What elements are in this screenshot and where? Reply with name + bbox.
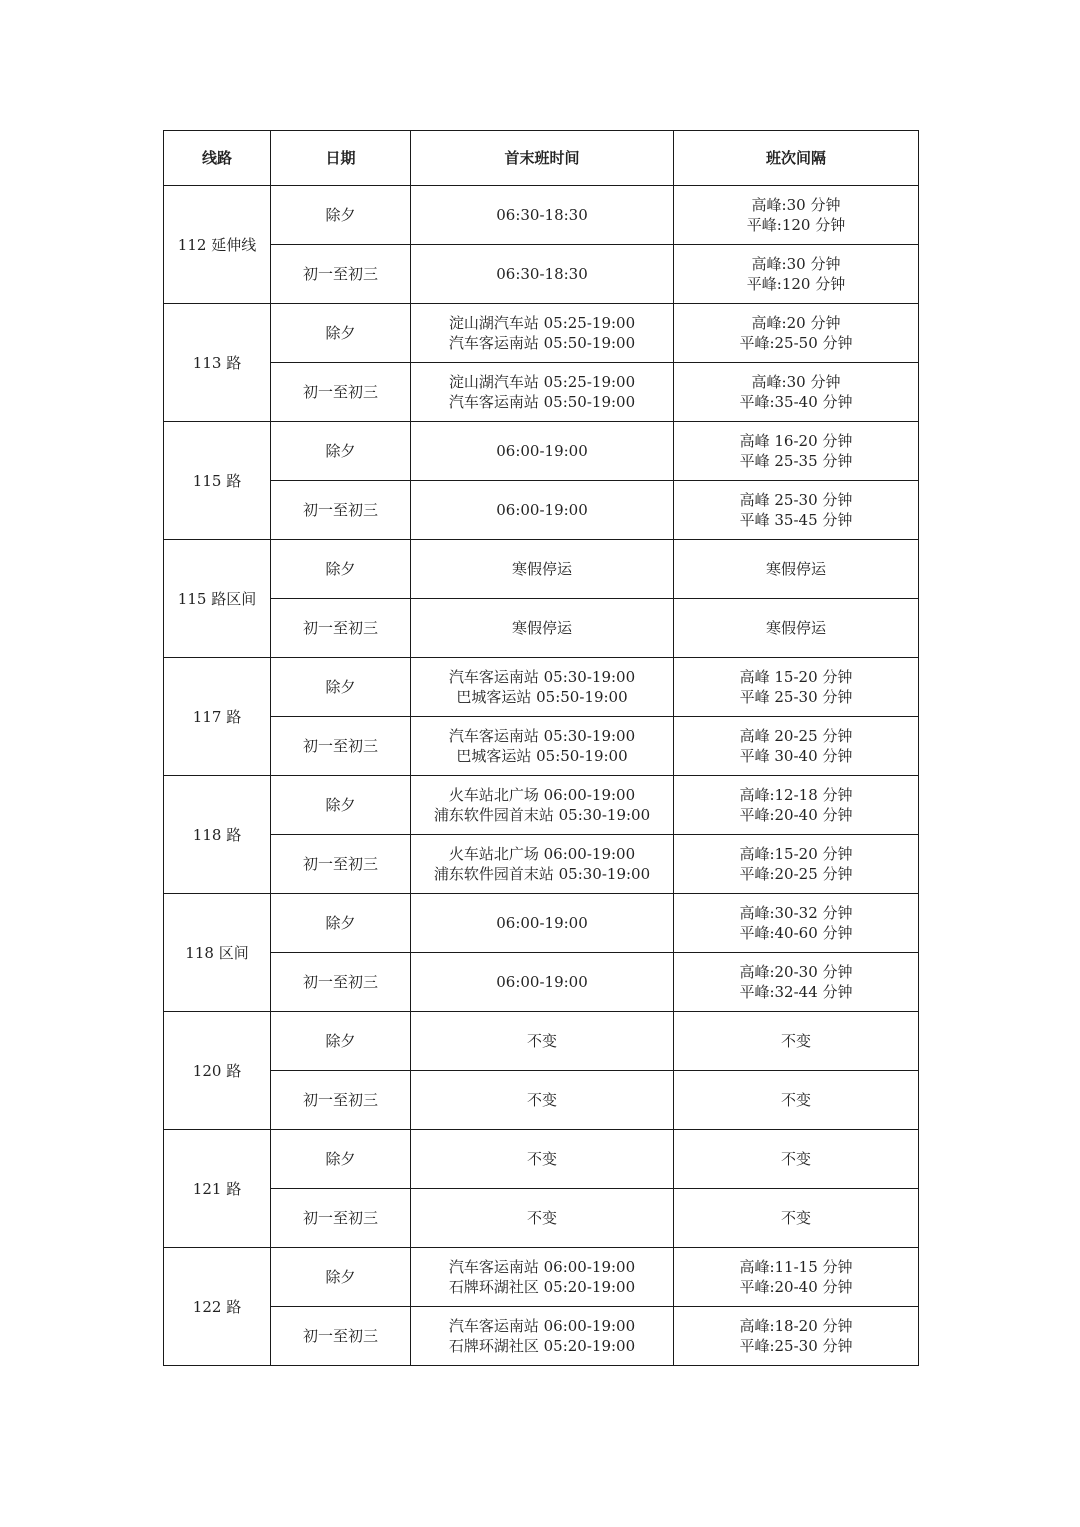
interval-line: 高峰:30 分钟 <box>751 255 841 273</box>
route-line-cell: 118 区间 <box>164 894 271 1012</box>
date-cell: 除夕 <box>271 658 411 717</box>
time-line: 火车站北广场 06:00-19:00 <box>448 845 636 863</box>
table-body <box>164 186 919 1366</box>
date-cell: 初一至初三 <box>271 717 411 776</box>
table-row <box>164 658 919 717</box>
interval-cell <box>674 245 919 304</box>
time-line: 不变 <box>526 1091 557 1109</box>
first-last-time-cell <box>411 599 674 658</box>
date-cell: 除夕 <box>271 1012 411 1071</box>
first-last-time-cell <box>411 1012 674 1071</box>
time-line: 06:00-19:00 <box>496 442 588 460</box>
date-cell: 初一至初三 <box>271 245 411 304</box>
time-line: 淀山湖汽车站 05:25-19:00 <box>448 314 636 332</box>
date-cell: 除夕 <box>271 304 411 363</box>
interval-line: 不变 <box>780 1150 811 1168</box>
table-row <box>164 1307 919 1366</box>
time-line: 不变 <box>526 1150 557 1168</box>
date-cell: 初一至初三 <box>271 599 411 658</box>
header-line: 线路 <box>164 131 271 186</box>
first-last-time-cell <box>411 1189 674 1248</box>
bus-schedule-table <box>163 130 919 1366</box>
time-line: 汽车客运南站 05:30-19:00 <box>448 727 636 745</box>
table-row <box>164 894 919 953</box>
time-line: 06:30-18:30 <box>496 206 588 224</box>
interval-cell <box>674 304 919 363</box>
interval-line: 高峰:20 分钟 <box>751 314 841 332</box>
interval-cell <box>674 481 919 540</box>
first-last-time-cell <box>411 1130 674 1189</box>
date-cell: 初一至初三 <box>271 1071 411 1130</box>
date-cell: 除夕 <box>271 1130 411 1189</box>
time-line: 汽车客运南站 06:00-19:00 <box>448 1317 636 1335</box>
date-cell: 除夕 <box>271 422 411 481</box>
first-last-time-cell <box>411 717 674 776</box>
route-line-cell: 121 路 <box>164 1130 271 1248</box>
table-row <box>164 776 919 835</box>
interval-line: 平峰 25-30 分钟 <box>739 688 853 706</box>
table-row <box>164 363 919 422</box>
interval-line: 不变 <box>780 1091 811 1109</box>
interval-line: 平峰 25-35 分钟 <box>739 452 853 470</box>
interval-cell <box>674 894 919 953</box>
time-line: 06:30-18:30 <box>496 265 588 283</box>
date-cell: 除夕 <box>271 540 411 599</box>
interval-line: 高峰:11-15 分钟 <box>739 1258 853 1276</box>
table-row <box>164 1189 919 1248</box>
time-line: 不变 <box>526 1032 557 1050</box>
table-header-row <box>164 131 919 186</box>
time-line: 火车站北广场 06:00-19:00 <box>448 786 636 804</box>
interval-line: 平峰:25-50 分钟 <box>739 334 853 352</box>
interval-cell <box>674 540 919 599</box>
interval-line: 寒假停运 <box>765 619 826 637</box>
table-row <box>164 1130 919 1189</box>
interval-line: 高峰:30 分钟 <box>751 196 841 214</box>
date-cell: 除夕 <box>271 776 411 835</box>
interval-line: 不变 <box>780 1209 811 1227</box>
time-line: 巴城客运站 05:50-19:00 <box>456 747 628 765</box>
date-cell: 除夕 <box>271 894 411 953</box>
table-row <box>164 422 919 481</box>
first-last-time-cell <box>411 363 674 422</box>
date-cell: 初一至初三 <box>271 1307 411 1366</box>
table-row <box>164 186 919 245</box>
date-cell: 初一至初三 <box>271 481 411 540</box>
interval-cell <box>674 1189 919 1248</box>
time-line: 石牌环湖社区 05:20-19:00 <box>448 1337 636 1355</box>
header-interval: 班次间隔 <box>674 131 919 186</box>
interval-cell <box>674 422 919 481</box>
interval-cell <box>674 1307 919 1366</box>
time-line: 淀山湖汽车站 05:25-19:00 <box>448 373 636 391</box>
first-last-time-cell <box>411 835 674 894</box>
first-last-time-cell <box>411 894 674 953</box>
time-line: 寒假停运 <box>511 560 572 578</box>
table-row <box>164 1012 919 1071</box>
route-line-cell: 122 路 <box>164 1248 271 1366</box>
route-line-cell: 115 路 <box>164 422 271 540</box>
interval-line: 平峰 35-45 分钟 <box>739 511 853 529</box>
interval-line: 平峰:20-40 分钟 <box>739 806 853 824</box>
interval-line: 高峰:30 分钟 <box>751 373 841 391</box>
route-line-cell: 115 路区间 <box>164 540 271 658</box>
time-line: 06:00-19:00 <box>496 914 588 932</box>
first-last-time-cell <box>411 1307 674 1366</box>
table-row <box>164 835 919 894</box>
interval-line: 高峰 20-25 分钟 <box>739 727 853 745</box>
interval-line: 平峰:35-40 分钟 <box>739 393 853 411</box>
time-line: 浦东软件园首末站 05:30-19:00 <box>433 865 651 883</box>
interval-cell <box>674 1248 919 1307</box>
interval-line: 高峰 15-20 分钟 <box>739 668 853 686</box>
table-row <box>164 717 919 776</box>
table-row <box>164 481 919 540</box>
interval-cell <box>674 1130 919 1189</box>
first-last-time-cell <box>411 245 674 304</box>
interval-line: 高峰:30-32 分钟 <box>739 904 853 922</box>
interval-line: 高峰:20-30 分钟 <box>739 963 853 981</box>
interval-line: 高峰 16-20 分钟 <box>739 432 853 450</box>
header-date: 日期 <box>271 131 411 186</box>
time-line: 06:00-19:00 <box>496 501 588 519</box>
route-line-cell: 117 路 <box>164 658 271 776</box>
interval-line: 平峰:32-44 分钟 <box>739 983 853 1001</box>
time-line: 汽车客运南站 05:50-19:00 <box>448 393 636 411</box>
date-cell: 初一至初三 <box>271 1189 411 1248</box>
first-last-time-cell <box>411 186 674 245</box>
date-cell: 除夕 <box>271 186 411 245</box>
date-cell: 初一至初三 <box>271 363 411 422</box>
time-line: 不变 <box>526 1209 557 1227</box>
table-row <box>164 1248 919 1307</box>
interval-line: 平峰:40-60 分钟 <box>739 924 853 942</box>
time-line: 巴城客运站 05:50-19:00 <box>456 688 628 706</box>
interval-cell <box>674 363 919 422</box>
interval-cell <box>674 599 919 658</box>
route-line-cell: 120 路 <box>164 1012 271 1130</box>
route-line-cell: 113 路 <box>164 304 271 422</box>
first-last-time-cell <box>411 1071 674 1130</box>
interval-cell <box>674 186 919 245</box>
time-line: 浦东软件园首末站 05:30-19:00 <box>433 806 651 824</box>
interval-cell <box>674 1071 919 1130</box>
interval-cell <box>674 953 919 1012</box>
first-last-time-cell <box>411 1248 674 1307</box>
interval-line: 不变 <box>780 1032 811 1050</box>
interval-cell <box>674 835 919 894</box>
interval-cell <box>674 658 919 717</box>
header-first-last-time: 首末班时间 <box>411 131 674 186</box>
date-cell: 除夕 <box>271 1248 411 1307</box>
table-row <box>164 540 919 599</box>
interval-line: 高峰:18-20 分钟 <box>739 1317 853 1335</box>
first-last-time-cell <box>411 953 674 1012</box>
date-cell: 初一至初三 <box>271 953 411 1012</box>
interval-cell <box>674 1012 919 1071</box>
table-row <box>164 953 919 1012</box>
interval-line: 高峰:15-20 分钟 <box>739 845 853 863</box>
table-row <box>164 1071 919 1130</box>
route-line-cell: 112 延伸线 <box>164 186 271 304</box>
first-last-time-cell <box>411 658 674 717</box>
first-last-time-cell <box>411 481 674 540</box>
first-last-time-cell <box>411 422 674 481</box>
first-last-time-cell <box>411 304 674 363</box>
first-last-time-cell <box>411 776 674 835</box>
time-line: 寒假停运 <box>511 619 572 637</box>
table-row <box>164 599 919 658</box>
first-last-time-cell <box>411 540 674 599</box>
interval-line: 高峰 25-30 分钟 <box>739 491 853 509</box>
interval-line: 平峰:120 分钟 <box>746 275 846 293</box>
interval-cell <box>674 776 919 835</box>
interval-line: 寒假停运 <box>765 560 826 578</box>
interval-line: 高峰:12-18 分钟 <box>739 786 853 804</box>
table-row <box>164 304 919 363</box>
time-line: 汽车客运南站 05:30-19:00 <box>448 668 636 686</box>
interval-line: 平峰:25-30 分钟 <box>739 1337 853 1355</box>
date-cell: 初一至初三 <box>271 835 411 894</box>
table-row <box>164 245 919 304</box>
time-line: 汽车客运南站 06:00-19:00 <box>448 1258 636 1276</box>
interval-line: 平峰:120 分钟 <box>746 216 846 234</box>
time-line: 汽车客运南站 05:50-19:00 <box>448 334 636 352</box>
interval-cell <box>674 717 919 776</box>
time-line: 石牌环湖社区 05:20-19:00 <box>448 1278 636 1296</box>
interval-line: 平峰:20-25 分钟 <box>739 865 853 883</box>
time-line: 06:00-19:00 <box>496 973 588 991</box>
interval-line: 平峰:20-40 分钟 <box>739 1278 853 1296</box>
interval-line: 平峰 30-40 分钟 <box>739 747 853 765</box>
route-line-cell: 118 路 <box>164 776 271 894</box>
